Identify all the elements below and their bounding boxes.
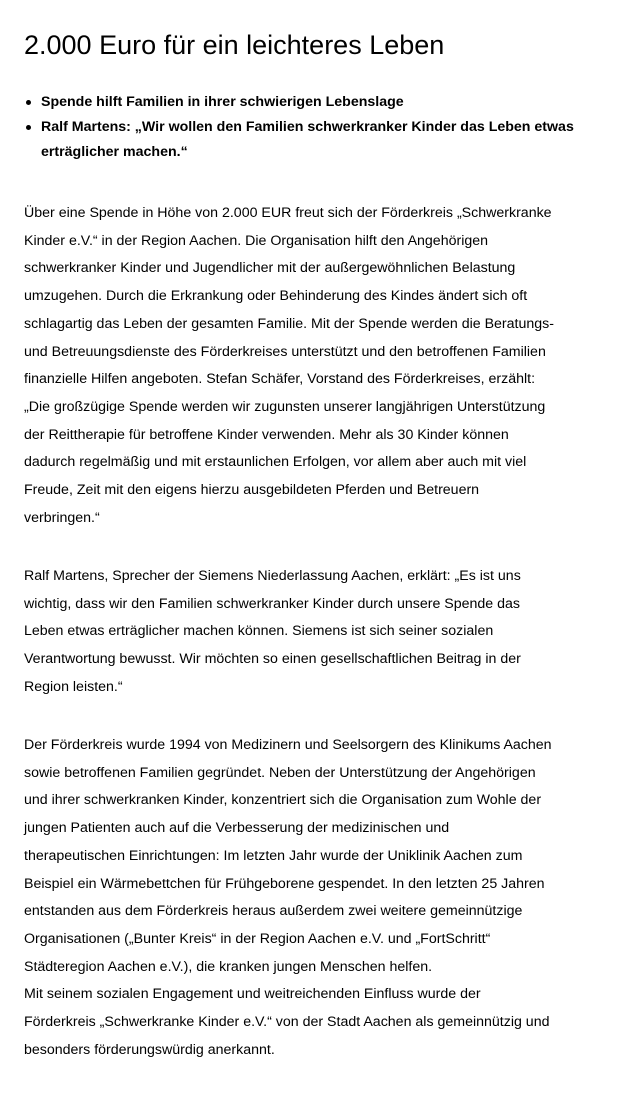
summary-bullet: Ralf Martens: „Wir wollen den Familien schwerkranker Kinder das Leben etwas erträglicher machen.“ [24, 115, 611, 165]
body-paragraph: Der Förderkreis wurde 1994 von Medizinern und Seelsorgern des Klinikums Aachen sowie betroffenen Familien gegründet. Neben der Unterstützung der Angehörigen und ihrer schwerkranken Kinder, konzentriert sich die Organisation zum Wohle der jungen Patienten auch auf die Verbesserung der medizinischen und therapeutischen Einrichtungen: Im letzten Jahr wurde der Uniklinik Aachen zum Beispiel ein Wärmebettchen für Frühgeborene gespendet. In den letzten 25 Jahren entstanden aus dem Förderkreis heraus außerdem zwei weitere gemeinnützige Organisationen („Bunter Kreis“ in der Region Aachen e.V. und „FortSchritt“ Städteregion Aachen e.V.), die kranken jungen Menschen helfen. Mit seinem sozialen Engagement und weitreichenden Einfluss wurde der Förderkreis „Schwerkranke Kinder e.V.“ von der Stadt Aachen als gemeinnützig und besonders förderungswürdig anerkannt. [24, 737, 552, 1058]
summary-bullet: Spende hilft Familien in ihrer schwierigen Lebenslage [24, 90, 611, 115]
body-paragraph: Über eine Spende in Höhe von 2.000 EUR freut sich der Förderkreis „Schwerkranke Kinder e.V.“ in der Region Aachen. Die Organisation hilft den Angehörigen schwerkranker Kinder und Jugendlicher mit der außergewöhnlichen Belastung umzugehen. Durch die Erkrankung oder Behinderung des Kindes ändert sich oft schlagartig das Leben der gesamten Familie. Mit der Spende werden die Beratungs- und Betreuungsdienste des Förderkreises unterstützt und den betroffenen Familien finanzielle Hilfen angeboten. Stefan Schäfer, Vorstand des Förderkreises, erzählt: „Die großzügige Spende werden wir zugunsten unserer langjährigen Unterstützung der Reittherapie für betroffene Kinder verwenden. Mehr als 30 Kinder können dadurch regelmäßig und mit erstaunlichen Erfolgen, vor allem aber auch mit viel Freude, Zeit mit den eigens hierzu ausgebildeten Pferden und Betreuern verbringen.“ [24, 205, 554, 526]
summary-bullet-list [24, 90, 611, 165]
article-title: 2.000 Euro für ein leichteres Leben [24, 30, 445, 60]
body-paragraph: Ralf Martens, Sprecher der Siemens Niederlassung Aachen, erklärt: „Es ist uns wichtig, dass wir den Familien schwerkranker Kinder durch unsere Spende das Leben etwas erträglicher machen können. Siemens ist sich seiner sozialen Verantwortung bewusst. Wir möchten so einen gesellschaftlichen Beitrag in der Region leisten.“ [24, 568, 521, 695]
